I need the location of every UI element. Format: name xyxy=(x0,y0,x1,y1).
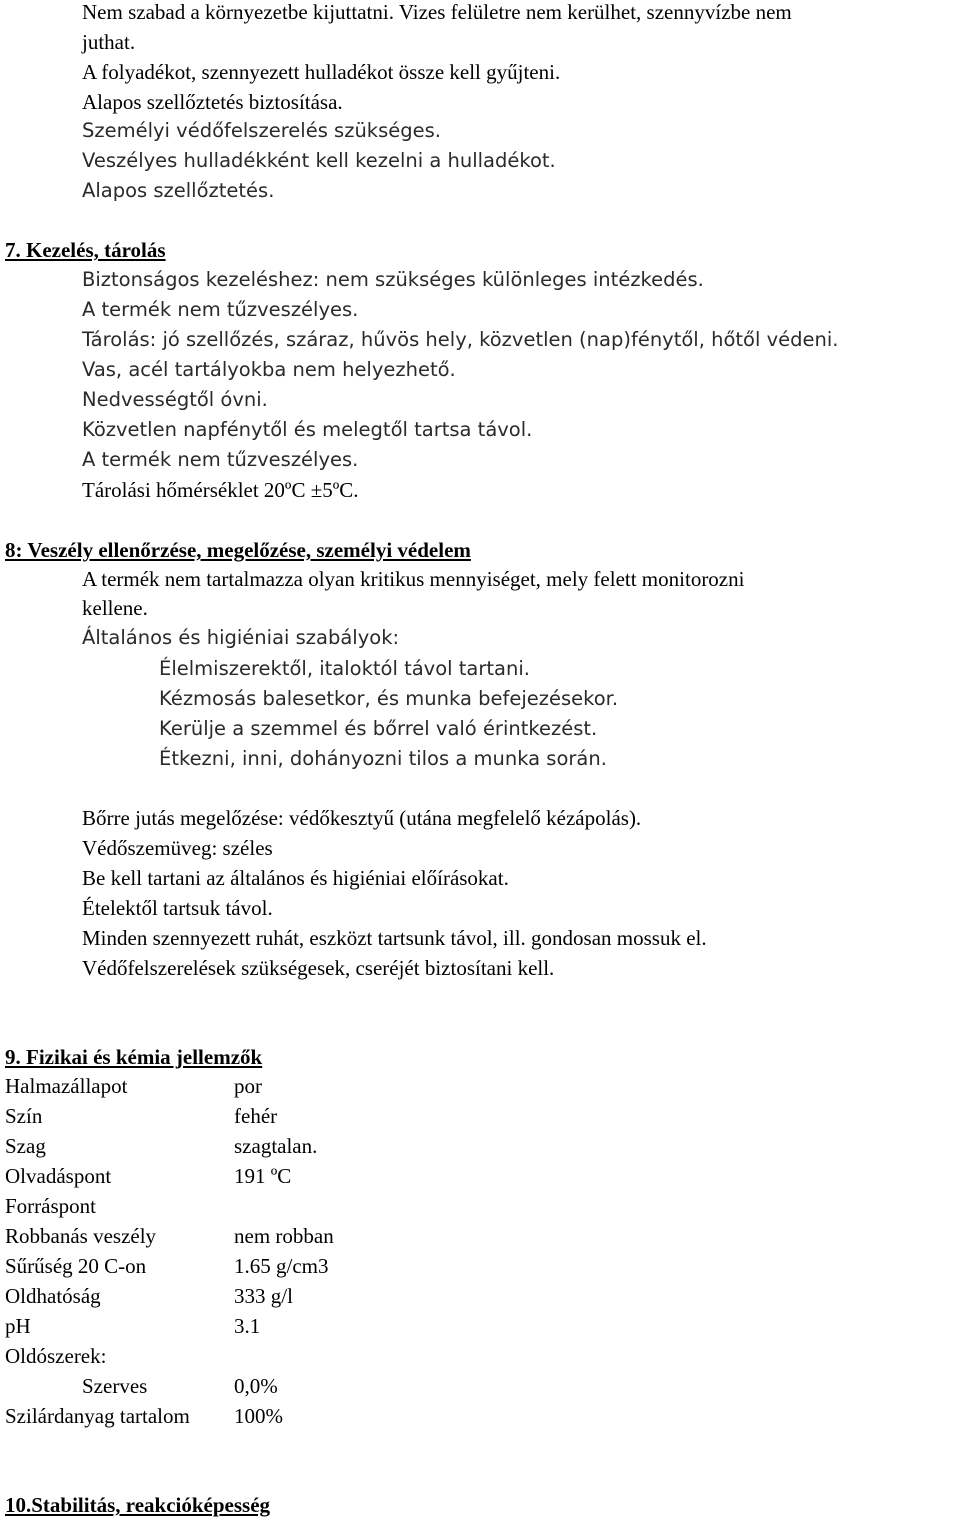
hygiene-rule: Étkezni, inni, dohányozni tilos a munka során. xyxy=(159,747,607,770)
property-value: fehér xyxy=(234,1104,278,1128)
property-label: Forráspont xyxy=(5,1194,96,1218)
property-label: Szag xyxy=(5,1134,46,1158)
hygiene-rule: Élelmiszerektől, italoktól távol tartani. xyxy=(159,657,530,680)
sec7-line: A termék nem tűzveszélyes. xyxy=(82,298,359,321)
property-value: 100% xyxy=(234,1404,283,1428)
hygiene-rule: Kézmosás balesetkor, és munka befejezésekor. xyxy=(159,687,619,710)
protection-line: Védőfelszerelések szükségesek, cseréjét biztosítani kell. xyxy=(82,956,555,980)
sec6-line-2: juthat. xyxy=(82,30,136,54)
property-label: Oldhatóság xyxy=(5,1284,101,1308)
property-value: 191 ºC xyxy=(234,1164,292,1188)
sec7-line: Tárolási hőmérséklet 20ºC ±5ºC. xyxy=(82,478,359,502)
sec8-intro-1: A termék nem tartalmazza olyan kritikus mennyiséget, mely felett monitorozni xyxy=(82,567,745,591)
protection-line: Bőrre jutás megelőzése: védőkesztyű (utána megfelelő kézápolás). xyxy=(82,806,642,830)
protection-line: Védőszemüveg: széles xyxy=(82,836,273,860)
property-label: Szerves xyxy=(82,1374,148,1398)
sec7-line: Vas, acél tartályokba nem helyezhető. xyxy=(82,358,456,381)
property-label: Szín xyxy=(5,1104,43,1128)
hygiene-rule: Kerülje a szemmel és bőrrel való érintkezést. xyxy=(159,717,598,740)
property-label: Oldószerek: xyxy=(5,1344,107,1368)
property-value: 0,0% xyxy=(234,1374,278,1398)
property-label: Olvadáspont xyxy=(5,1164,112,1188)
property-label: Robbanás veszély xyxy=(5,1224,157,1248)
property-value: por xyxy=(234,1074,262,1098)
property-value: nem robban xyxy=(234,1224,334,1248)
property-value: 1.65 g/cm3 xyxy=(234,1254,329,1278)
protection-line: Be kell tartani az általános és higiéniai előírásokat. xyxy=(82,866,509,890)
section-8-heading: 8: Veszély ellenőrzése, megelőzése, személyi védelem xyxy=(5,538,471,562)
property-value: 3.1 xyxy=(234,1314,261,1338)
sec6-line-4: Alapos szellőztetés biztosítása. xyxy=(82,90,343,114)
property-value: 333 g/l xyxy=(234,1284,293,1308)
sec6-line-1: Nem szabad a környezetbe kijuttatni. Vizes felületre nem kerülhet, szennyvízbe nem xyxy=(82,0,792,24)
sec6-line-7: Alapos szellőztetés. xyxy=(82,179,275,202)
property-label: Szilárdanyag tartalom xyxy=(5,1404,190,1428)
section-7-heading: 7. Kezelés, tárolás xyxy=(5,238,166,262)
section-9-heading: 9. Fizikai és kémia jellemzők xyxy=(5,1045,263,1069)
sec6-line-5: Személyi védőfelszerelés szükséges. xyxy=(82,119,441,142)
sec7-line: Biztonságos kezeléshez: nem szükséges különleges intézkedés. xyxy=(82,268,704,291)
property-label: Sűrűség 20 C-on xyxy=(5,1254,147,1278)
property-value: szagtalan. xyxy=(234,1134,318,1158)
property-label: Halmazállapot xyxy=(5,1074,128,1098)
sec8-intro-2: kellene. xyxy=(82,596,148,620)
sec7-line: Közvetlen napfénytől és melegtől tartsa távol. xyxy=(82,418,533,441)
sec6-line-6: Veszélyes hulladékként kell kezelni a hulladékot. xyxy=(82,149,556,172)
protection-line: Ételektől tartsuk távol. xyxy=(82,896,273,920)
sec6-line-3: A folyadékot, szennyezett hulladékot össze kell gyűjteni. xyxy=(82,60,561,84)
protection-line: Minden szennyezett ruhát, eszközt tartsunk távol, ill. gondosan mossuk el. xyxy=(82,926,707,950)
property-label: pH xyxy=(5,1314,31,1338)
sec7-line: Nedvességtől óvni. xyxy=(82,388,268,411)
sec7-line: A termék nem tűzveszélyes. xyxy=(82,448,359,471)
section-10-heading: 10.Stabilitás, reakcióképesség xyxy=(5,1493,271,1517)
hygiene-rules-title: Általános és higiéniai szabályok: xyxy=(82,626,400,649)
sec7-line: Tárolás: jó szellőzés, száraz, hűvös hely, közvetlen (nap)fénytől, hőtől védeni. xyxy=(82,328,839,351)
